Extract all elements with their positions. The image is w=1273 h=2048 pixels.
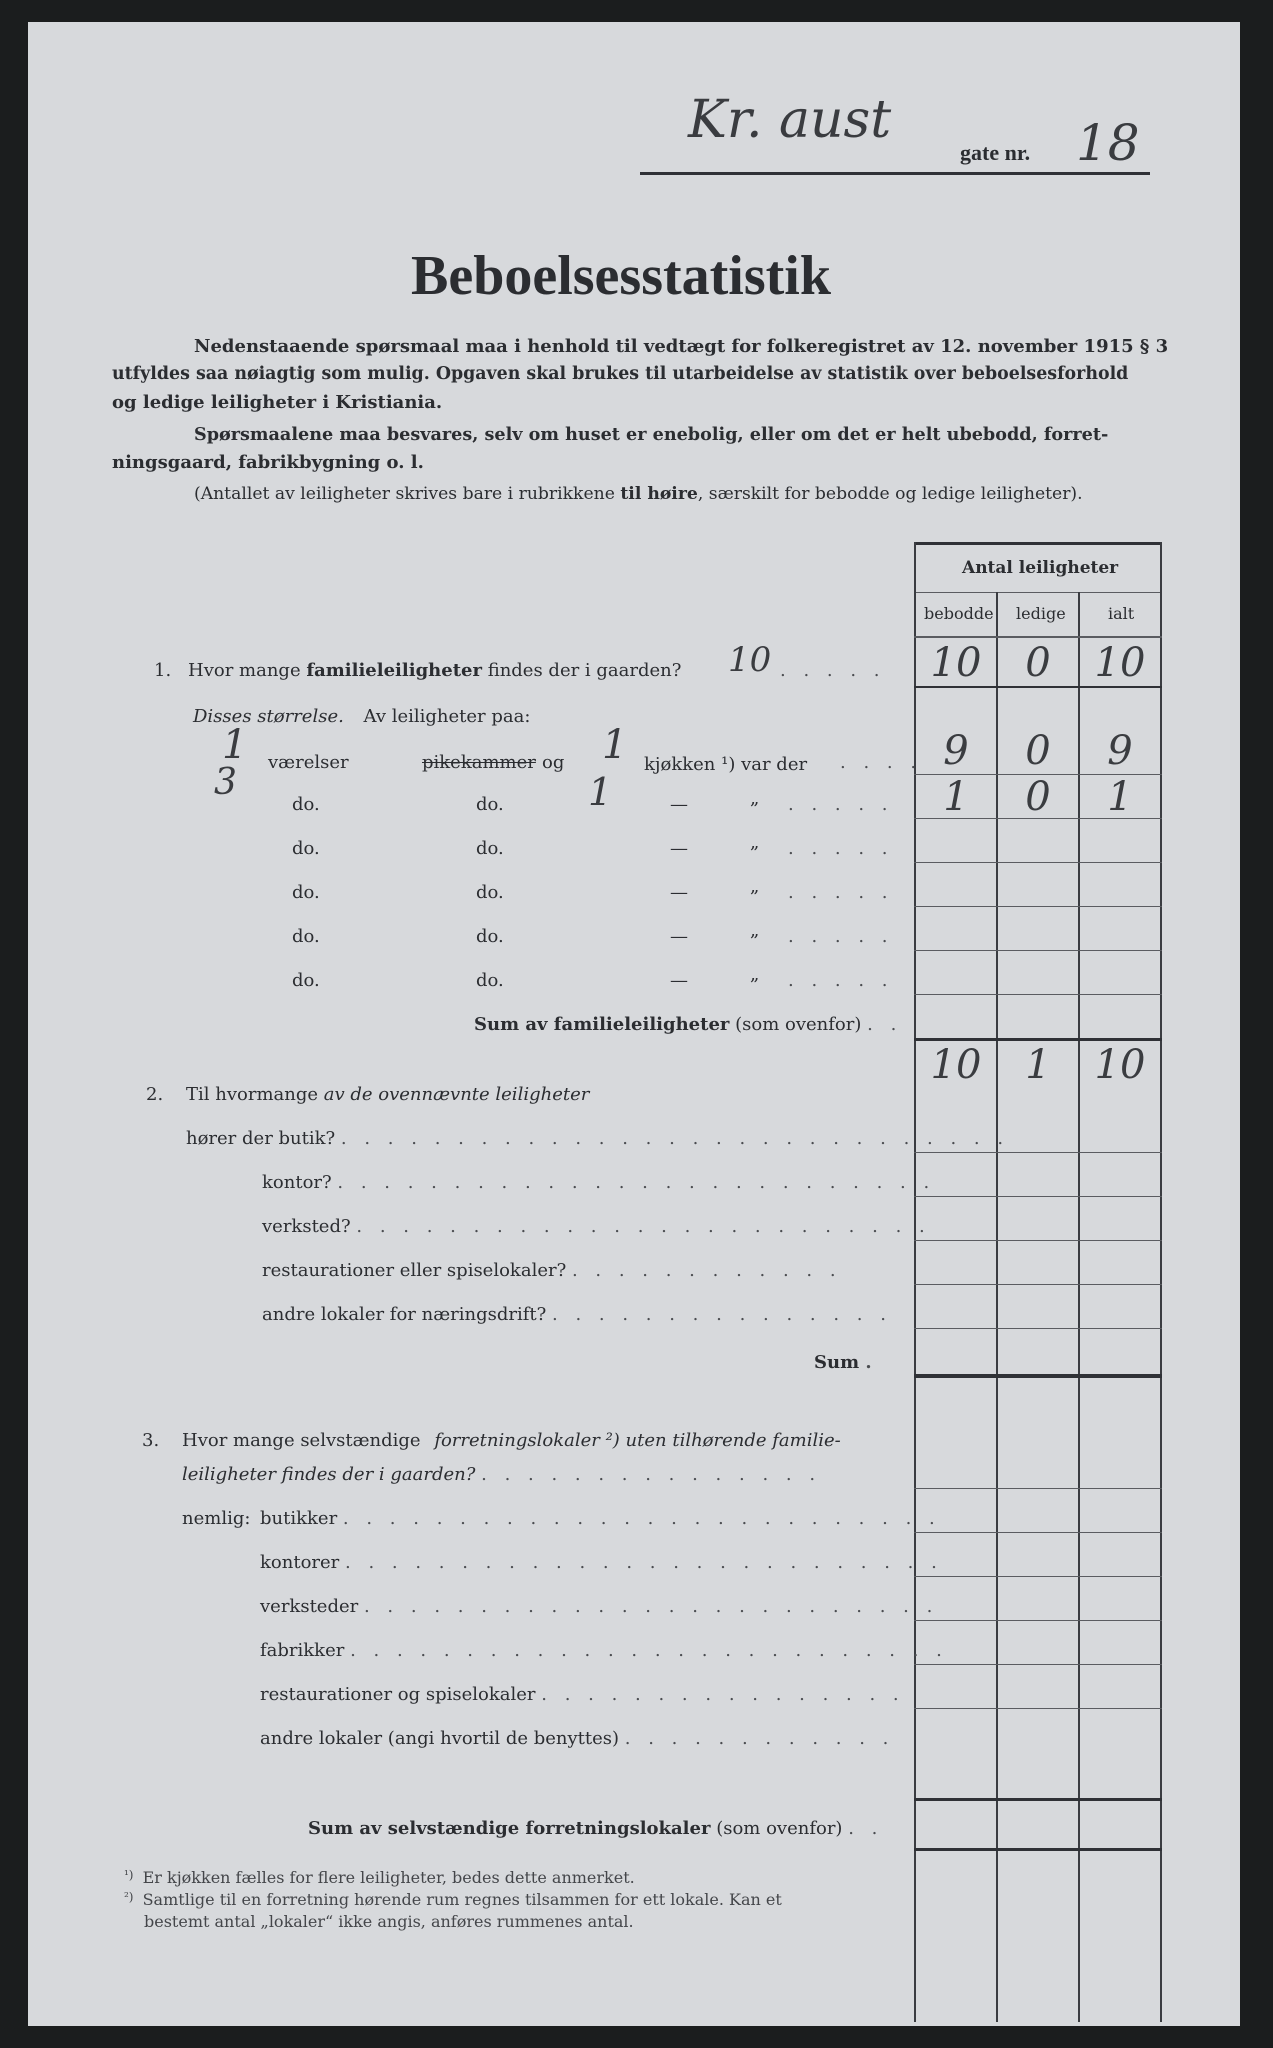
intro-line-6-a: (Antallet av leiligheter skrives bare i rubrikkene <box>194 484 615 504</box>
q2-line1 <box>186 1084 589 1105</box>
row4-do2: do. <box>476 882 504 903</box>
intro-line-5: ningsgaard, fabrikbygning o. l. <box>112 452 424 473</box>
q1-question <box>188 660 681 681</box>
table-hline <box>914 950 1162 951</box>
q3-line2-italic: leiligheter findes der i gaarden? <box>182 1464 476 1485</box>
footnote-2-line-2: bestemt antal „lokaler“ ikke angis, anføres rummenes antal. <box>144 1912 634 1931</box>
row3-leader-dots: . . . . . <box>788 838 894 859</box>
row3-quote: „ <box>750 832 760 853</box>
q3-sum-dots: . . <box>848 1818 884 1839</box>
q3-sum-tail: (som ovenfor) <box>716 1818 843 1839</box>
q1-ialt-value: 10 <box>1094 640 1146 686</box>
table-sum1-rule <box>914 1038 1162 1041</box>
row2-rooms-handwritten: 3 <box>214 762 237 803</box>
row3-do1: do. <box>292 838 320 859</box>
row1-bebodde: 9 <box>943 728 969 774</box>
intro-line-2: utfyldes saa nøiagtig som mulig. Opgaven skal brukes til utarbeidelse av statistik over beboelsesforhold <box>112 364 1129 384</box>
q1-handwritten-answer: 10 <box>728 640 772 680</box>
row5-do1: do. <box>292 926 320 947</box>
q3-line2 <box>182 1464 821 1485</box>
table-bottom-rule <box>914 1848 1162 1851</box>
table-sum2-rule <box>914 1374 1162 1378</box>
q3-fabrikker-label: fabrikker <box>260 1640 345 1661</box>
q3-verksteder-dots: . . . . . . . . . . . . . . . . . . . . . . . . . <box>363 1596 939 1617</box>
row4-do1: do. <box>292 882 320 903</box>
footnote-1 <box>124 1868 635 1887</box>
q3-kontorer-dots: . . . . . . . . . . . . . . . . . . . . . . . . . . <box>345 1552 943 1573</box>
row2-ledige: 0 <box>1025 774 1051 820</box>
q2-kontor-dots: . . . . . . . . . . . . . . . . . . . . . . . . . . <box>337 1172 936 1193</box>
table-hline <box>914 1240 1162 1241</box>
q1-text-a: Hvor mange <box>188 660 301 681</box>
q1-sum-label <box>474 1014 902 1035</box>
q2-butik-dots: . . . . . . . . . . . . . . . . . . . . . . . . . . . . . <box>340 1128 1010 1149</box>
street-underline <box>640 172 1150 175</box>
row2-ialt: 1 <box>1107 774 1133 820</box>
gate-number-handwritten: 18 <box>1076 114 1140 172</box>
q2-restaurationer-dots: . . . . . . . . . . . . <box>571 1260 842 1281</box>
table-hline <box>914 686 1162 688</box>
intro-line-6-b: , særskilt for bebodde og ledige leiligheter). <box>697 484 1083 504</box>
q1-size-text: Av leiligheter paa: <box>363 706 531 727</box>
q2-andre <box>262 1304 892 1325</box>
q3-restaurationer <box>260 1684 905 1705</box>
q2-verksted-label: verksted? <box>262 1216 351 1237</box>
row6-quote: „ <box>750 964 760 985</box>
q2-line1-italic: av de ovennævnte leiligheter <box>323 1084 590 1105</box>
q3-butikker-dots: . . . . . . . . . . . . . . . . . . . . . . . . . . <box>342 1508 941 1529</box>
table-top-rule <box>914 542 1162 545</box>
row5-quote: „ <box>750 920 760 941</box>
row1-ialt: 9 <box>1107 728 1133 774</box>
row6-leader-dots: . . . . . <box>788 970 894 991</box>
table-hline <box>914 1152 1162 1153</box>
q3-line2-dots: . . . . . . . . . . . . . . . <box>481 1464 822 1485</box>
q2-verksted <box>262 1216 931 1237</box>
q1-sum-tail: (som ovenfor) <box>735 1014 862 1035</box>
footnote-1-text: Er kjøkken fælles for flere leiligheter, bedes dette anmerket. <box>142 1868 635 1887</box>
q3-restaurationer-dots: . . . . . . . . . . . . . . . . <box>541 1684 905 1705</box>
row2-do2: do. <box>476 794 504 815</box>
row4-dash: — <box>670 882 688 903</box>
q2-sum <box>814 1352 878 1373</box>
intro-line-1: Nedenstaaende spørsmaal maa i henhold til vedtægt for folkeregistret av 12. november 1915 § 3 <box>194 336 1169 357</box>
q1-bebodde-value: 10 <box>930 640 982 686</box>
table-hline <box>914 1532 1162 1533</box>
q3-fabrikker <box>260 1640 948 1661</box>
q2-number: 2. <box>146 1084 164 1105</box>
q2-verksted-dots: . . . . . . . . . . . . . . . . . . . . . . . . . <box>356 1216 931 1237</box>
q3-line1-italic: forretningslokaler ²) uten tilhørende familie- <box>434 1430 841 1451</box>
row1-kitchen-handwritten: 1 <box>602 722 628 768</box>
q3-kontorer-label: kontorer <box>260 1552 340 1573</box>
q3-nemlig: nemlig: <box>182 1508 251 1529</box>
table-hline <box>914 906 1162 907</box>
table-hline <box>914 636 1162 638</box>
intro-line-4: Spørsmaalene maa besvares, selv om huset er enebolig, eller om det er helt ubebodd, forret- <box>194 424 1109 445</box>
q1-leader-dots: . . . . . <box>780 660 886 681</box>
q1-ledige-value: 0 <box>1025 640 1051 686</box>
q1-sum-bebodde: 10 <box>930 1042 982 1088</box>
table-hline <box>914 1576 1162 1577</box>
row6-do1: do. <box>292 970 320 991</box>
row1-og: og <box>542 752 565 773</box>
row4-leader-dots: . . . . . <box>788 882 894 903</box>
row5-do2: do. <box>476 926 504 947</box>
row1-rooms-handwritten: 1 <box>222 722 248 768</box>
q2-andre-label: andre lokaler for næringsdrift? <box>262 1304 547 1325</box>
table-header-divider <box>916 592 1162 593</box>
row2-dash: — <box>670 794 688 815</box>
q3-line1 <box>182 1430 841 1451</box>
gate-label: gate nr. <box>960 140 1031 165</box>
q1-text-b: findes der i gaarden? <box>487 660 682 681</box>
row5-leader-dots: . . . . . <box>788 926 894 947</box>
q1-sum-ledige: 1 <box>1025 1042 1051 1088</box>
row6-dash: — <box>670 970 688 991</box>
q3-kontorer <box>260 1552 943 1573</box>
row2-quote: „ <box>750 788 760 809</box>
table-hline <box>914 1488 1162 1489</box>
q2-sum-label: Sum <box>814 1352 860 1373</box>
q3-line1-a: Hvor mange selvstændige <box>182 1430 421 1451</box>
q3-verksteder-label: verksteder <box>260 1596 359 1617</box>
row4-quote: „ <box>750 876 760 897</box>
q1-size-italic: Disses størrelse. <box>193 706 344 727</box>
footnote-2-text: Samtlige til en forretning hørende rum regnes tilsammen for ett lokale. Kan et <box>142 1890 782 1909</box>
row2-kitchen-handwritten: 1 <box>588 770 613 814</box>
q1-sum-bold: Sum av familieleiligheter <box>474 1014 730 1035</box>
row1-rooms-label: værelser <box>268 752 349 773</box>
q3-verksteder <box>260 1596 938 1617</box>
q3-butikker <box>260 1508 941 1529</box>
table-hline <box>914 1196 1162 1197</box>
intro-line-3: og ledige leiligheter i Kristiania. <box>112 392 443 413</box>
row3-dash: — <box>670 838 688 859</box>
page-title: Beboelsesstatistik <box>411 245 831 307</box>
q2-butik-label: hører der butik? <box>186 1128 336 1149</box>
q2-restaurationer <box>262 1260 842 1281</box>
q3-restaurationer-label: restaurationer og spiselokaler <box>260 1684 536 1705</box>
q2-restaurationer-label: restaurationer eller spiselokaler? <box>262 1260 567 1281</box>
q1-sum-ialt: 10 <box>1094 1042 1146 1088</box>
footnote-2-mark: ²) <box>124 1890 134 1904</box>
row2-bebodde: 1 <box>943 774 969 820</box>
table-hline <box>914 1708 1162 1709</box>
intro-line-6 <box>194 484 1083 504</box>
row2-leader-dots: . . . . . <box>788 794 894 815</box>
col-bebodde: bebodde <box>924 604 994 623</box>
footnote-1-mark: ¹) <box>124 1868 134 1882</box>
q1-text-bold: familieleiligheter <box>306 660 482 681</box>
table-sum3-rule <box>914 1798 1162 1801</box>
q2-butik <box>186 1128 1009 1149</box>
q3-andre-dots: . . . . . . . . . . . . <box>624 1728 895 1749</box>
q2-sum-dots: . <box>865 1352 878 1373</box>
q2-kontor-label: kontor? <box>262 1172 332 1193</box>
q3-fabrikker-dots: . . . . . . . . . . . . . . . . . . . . . . . . . . <box>350 1640 948 1661</box>
q1-sum-dots: . . <box>867 1014 903 1035</box>
row3-do2: do. <box>476 838 504 859</box>
intro-line-6-bold: til høire <box>620 484 698 504</box>
table-hline <box>914 862 1162 863</box>
street-name-handwritten: Kr. aust <box>688 90 892 150</box>
col-ialt: ialt <box>1108 604 1135 623</box>
q3-sum-label <box>308 1818 883 1839</box>
q2-kontor <box>262 1172 935 1193</box>
row2-do1: do. <box>292 794 320 815</box>
q3-andre <box>260 1728 894 1749</box>
col-ledige: ledige <box>1016 604 1066 623</box>
row6-do2: do. <box>476 970 504 991</box>
table-hline <box>914 1620 1162 1621</box>
q1-number: 1. <box>154 660 172 681</box>
q3-sum-bold: Sum av selvstændige forretningslokaler <box>308 1818 711 1839</box>
row1-ledige: 0 <box>1025 728 1051 774</box>
table-hline <box>914 1664 1162 1665</box>
q3-butikker-label: butikker <box>260 1508 338 1529</box>
row1-leader-dots: . . . . <box>840 752 923 773</box>
table-hline <box>914 1328 1162 1329</box>
q3-andre-label: andre lokaler (angi hvortil de benyttes) <box>260 1728 620 1749</box>
table-hline <box>914 1284 1162 1285</box>
q3-number: 3. <box>142 1430 160 1451</box>
footnote-2 <box>124 1890 782 1909</box>
table-hline <box>914 994 1162 995</box>
q2-andre-dots: . . . . . . . . . . . . . . . <box>552 1304 892 1325</box>
form-paper <box>28 22 1240 2026</box>
row1-kitchen-label: kjøkken ¹) var der <box>644 754 808 775</box>
row1-struck-word: pikekammer <box>422 752 536 773</box>
row5-dash: — <box>670 926 688 947</box>
table-header-title: Antal leiligheter <box>962 558 1119 578</box>
q2-line1-a: Til hvormange <box>186 1084 319 1105</box>
